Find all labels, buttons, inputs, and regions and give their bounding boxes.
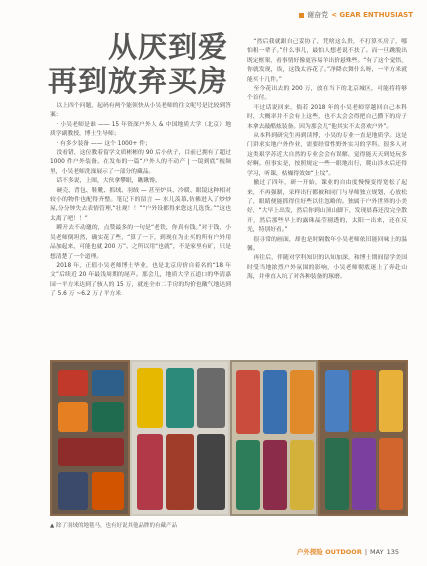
paragraph: 瞬开去不动邀的，点赞最多的一句是“老铁，你真有钱。”对于钱，小吴老师倒坦然，确实花了些，“算了一下，到现在为止买的所有户外用品加起来，可能也就 200 万”。之所以用“也就”，不是家里有矿，只是想清楚了一个道理。 [50,225,231,260]
paragraph: 2018 年，正值小吴老师博士毕业，也是北京房价自着名的“18 年文”后续近 20 年最浅周期的尾声。那会儿，地质大学五道口的华清嘉园一平方米达到了骇人的 15 万，就连全市二手房的均价也徽气地达到了 5.6 万 ~6.2 万 / 平方米 [50,262,231,298]
paragraph: 不过话说回来，倘若 2018 年的小吴老师穿越回自己本科时，大概率并不会有上这些，也不太会会得把自己攒下的房子本拿去敲酷炫装备。因为那会儿“他其实不太喜欢户外”。 [247,104,407,130]
page-footer [297,547,399,556]
paragraph: 从本科到研究生再到读博，小吴的专业一直是地质学。这是门讲求实地户外作业，需要经常性野外实习的学科。很多人对这类艰学苏近大自然的专业会会有误解，觉得能天天到处玩多好啊。但事实是，按照规定一些一眼地出行，爬山涉水后还得学习，听课，枯燥得效如“上坟”。 [247,133,407,177]
paragraph: “然后我就跟自己妥协了，凭啥这么贵，不打算买房了，哪怕租一辈子。”什么事儿，最怕人想老说不扶了。而一旦跳脱出既定框架，看事情好像更容易羊出价悬殊些。“有了这个觉悟，你就发现，诶，这钱太容花了。”净降衣舞什么呀，一平方米就能买十几件。” [247,39,407,83]
gear-photo-hanging-jackets [230,360,318,516]
paragraph: 再往后，伴随对学科知识的认知加深，和博士期间留学美国时受当地浓烈户外氛围的影响，小吴老师彻底迷上了奔赴山海，并垂直入坑了对各种装备的琢磨。 [247,255,407,281]
page-header [299,10,413,20]
gear-photo-jackets-wall [130,360,230,516]
gear-photo-closet [318,360,408,516]
paragraph: · 有多少装备 —— 这个 1000+ 件； [56,140,151,147]
author-name: 谢奋党 [307,11,329,19]
article-title [48,30,228,98]
paragraph: 话不多说，上图，大伙拿攀眼，瞅瞅馋。 [56,178,161,185]
paragraph: 没看错，这位教着留学文质彬彬的 90 后小伙子，目前已拥有了超过 1000 件户外装备。在发布的一篇“户外人的不动产 | 一镜到底”视频里，小吴老师洗澡展示了一部分的藏品。 [50,150,231,175]
footer-separator: | [364,547,368,556]
paragraph: · 小吴老师是谁 —— 15 年资深户外人 & 中国地质大学（北京）地质学副教授，博士生导师； [50,121,231,138]
left-text-column [50,102,231,300]
paragraph: 至今花出去的 200 万，放在当下的北京城区，可能将将够个首付。 [247,86,407,102]
paragraph: 硬壳、背包、鞋靴、抓绒、羽绒 — 甚至炉具、冷暖、眼镜这种相对较小的物件也配得齐整。笔记下的留言 — 水儿羡慕,仿佛进入了炒炒屋,分分钟失去表情管理,“壮观！！”“户外设都得来您这儿选货。”“这也太离了吧！！” [50,187,231,222]
header-marker [299,13,304,18]
paragraph: 以上四个问题，起码有两个能领快从小吴老师的往文呢号是比较到答案： [50,103,231,119]
page-number: 135 [386,547,399,556]
section-label: < GEAR ENTHUSIAST [331,11,413,19]
paragraph: 很寻常的画面，却也是时隔数年小吴老师依旧能回味上的温馨。 [247,236,407,252]
photo-caption: ▲ 除了羽绒的地毯马，也有好说其他品牌的有藏产品 [50,523,177,529]
magazine-label: 户外探险 OUTDOOR [296,548,362,556]
gear-photo-strip [50,360,408,516]
issue-month: MAY [370,547,384,556]
title-line-1: 从厌到爱 [107,30,228,64]
right-text-column [247,38,407,283]
gear-photo-shelves [50,360,130,516]
paragraph: 撤过了四年，研一开始，课业的自由度慢慢变得宽松了起来，不再强制，采样出行都被和同门与导师独立规划，心放松了，眼睛便能抓得住好些以往忽略的。独属于户外世界的小美好，“大早上出发，然后你到山顶山脚下，发现晨暮还没完全散开，然后那些早上的露珠晶莹剔透的，太阳一出来，还在反光，特别好看。” [247,180,407,234]
title-line-2: 再到放弃买房 [48,64,229,98]
